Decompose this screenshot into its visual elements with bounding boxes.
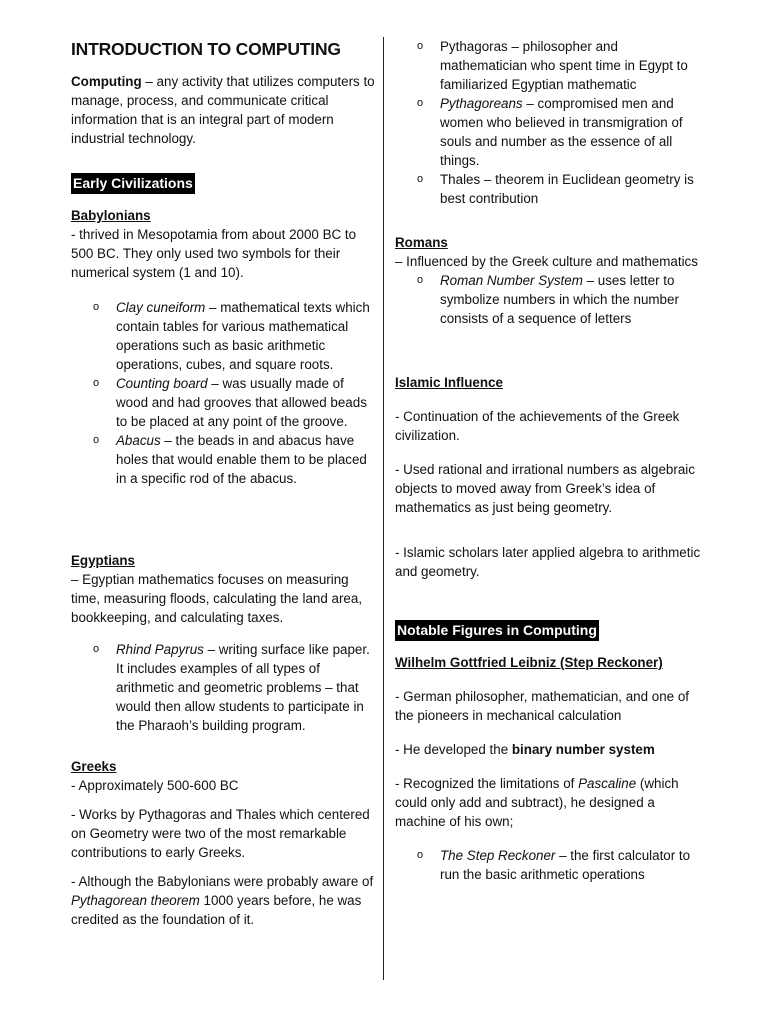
list-item-text: – was usually made of wood and had grooves that allowed beads to be placed at any point of the groove. (116, 376, 367, 429)
early-civilizations-heading-wrap (71, 173, 376, 194)
list-item-text: – mathematical texts which contain tables for various mathematical operations such as basic arithmetic operations, cubes, and square roots. (116, 300, 370, 372)
greeks-works: - Works by Pythagoras and Thales which centered on Geometry were two of the most remarkable contributions to early Greeks. (71, 807, 370, 860)
list-item-term: Roman Number System (440, 273, 583, 288)
list-item-term: Counting board (116, 376, 208, 391)
babylonians-intro: - thrived in Mesopotamia from about 2000 BC to 500 BC. They only used two symbols for their numerical system (1 and 10). (71, 227, 357, 280)
list-item-text: – writing surface like paper. It includes examples of all types of arithmetic and geometric problems – that would then allow students to participate in the Pharaoh’s building program. (116, 642, 370, 733)
leibniz-p2-text: - He developed the (395, 742, 512, 757)
greeks-heading: Greeks (71, 759, 117, 774)
romans-intro: – Influenced by the Greek culture and mathematics (395, 254, 698, 269)
egyptians-heading: Egyptians (71, 553, 135, 568)
islamic-heading: Islamic Influence (395, 375, 503, 390)
list-item (395, 271, 705, 328)
notable-figures-heading-wrap (395, 620, 705, 641)
greeks-pythagorean-text-a: - Although the Babylonians were probably aware of (71, 874, 374, 889)
pythagorean-theorem-term: Pythagorean theorem (71, 893, 200, 908)
babylonians-heading: Babylonians (71, 208, 151, 223)
list-item-text: – the beads in and abacus have holes that would enable them to be placed in a specific rod of the abacus. (116, 433, 367, 486)
leibniz-p3-text-a: - Recognized the limitations of (395, 776, 579, 791)
list-item-term: Abacus (116, 433, 161, 448)
romans-heading: Romans (395, 235, 448, 250)
circle-bullet-icon: o (93, 643, 100, 655)
list-item-term: Rhind Papyrus (116, 642, 204, 657)
circle-bullet-icon: o (417, 274, 424, 286)
binary-number-system-term: binary number system (511, 742, 655, 757)
page-title: INTRODUCTION TO COMPUTING (71, 39, 341, 59)
leibniz-section (395, 653, 705, 884)
circle-bullet-icon: o (93, 377, 100, 389)
column-divider (383, 37, 384, 980)
egyptians-section (71, 551, 376, 735)
list-item-text: – uses letter to symbolize numbers in which the number consists of a sequence of letters (440, 273, 679, 326)
leibniz-p1: - German philosopher, mathematician, and one of the pioneers in mechanical calculation (395, 689, 690, 723)
circle-bullet-icon: o (417, 849, 424, 861)
list-item (71, 431, 376, 488)
islamic-section (395, 373, 705, 581)
circle-bullet-icon: o (93, 434, 100, 446)
list-item-text: Thales – theorem in Euclidean geometry is best contribution (440, 172, 694, 206)
greeks-pythagorean (71, 872, 376, 929)
list-item-text: – the first calculator to run the basic arithmetic operations (440, 848, 691, 882)
pascaline-term: Pascaline (578, 776, 637, 791)
computing-definition (71, 72, 376, 148)
list-item-term: The Step Reckoner (440, 848, 556, 863)
circle-bullet-icon: o (417, 173, 424, 185)
leibniz-p2 (395, 740, 705, 759)
greeks-pythagorean-text-b: 1000 years before, he was credited as the foundation of it. (71, 893, 362, 927)
romans-list (395, 271, 705, 328)
babylonians-list (71, 298, 376, 488)
list-item (395, 37, 705, 94)
greeks-section (71, 757, 376, 929)
list-item (71, 298, 376, 374)
list-item-text: – compromised men and women who believed in transmigration of souls and number as the essence of all things. (440, 96, 683, 168)
list-item (395, 846, 705, 884)
list-item-text: Pythagoras – philosopher and mathematician who spent time in Egypt to familiarized Egyptian mathematic (440, 39, 688, 92)
circle-bullet-icon: o (417, 97, 424, 109)
leibniz-p3-text-b: (which could only add and subtract), he designed a machine of his own; (395, 776, 679, 829)
leibniz-heading: Wilhelm Gottfried Leibniz (Step Reckoner) (395, 655, 663, 670)
list-item (395, 94, 705, 170)
list-item-term: Pythagoreans (440, 96, 523, 111)
greeks-list (395, 37, 705, 208)
egyptians-list (71, 640, 376, 735)
egyptians-intro: – Egyptian mathematics focuses on measuring time, measuring floods, calculating the land area, bookkeeping, and calculating taxes. (71, 572, 363, 625)
early-civilizations-heading: Early Civilizations (71, 173, 195, 194)
circle-bullet-icon: o (93, 301, 100, 313)
greeks-era: - Approximately 500-600 BC (71, 778, 239, 793)
circle-bullet-icon: o (417, 40, 424, 52)
islamic-p1: - Continuation of the achievements of the Greek civilization. (395, 409, 680, 443)
computing-term: Computing (71, 74, 142, 89)
islamic-p2: - Used rational and irrational numbers as algebraic objects to moved away from Greek’s idea of mathematics as just being geometry. (395, 462, 695, 515)
computing-text: – any activity that utilizes computers to manage, process, and communicate critical information that is an integral part of modern industrial technology. (71, 74, 375, 146)
list-item (395, 170, 705, 208)
leibniz-p3 (395, 774, 705, 831)
islamic-p3: - Islamic scholars later applied algebra to arithmetic and geometry. (395, 545, 701, 579)
notable-figures-heading: Notable Figures in Computing (395, 620, 599, 641)
list-item-term: Clay cuneiform (116, 300, 206, 315)
list-item (71, 374, 376, 431)
babylonians-section (71, 206, 376, 488)
list-item (71, 640, 376, 735)
romans-section (395, 233, 705, 328)
leibniz-list (395, 846, 705, 884)
